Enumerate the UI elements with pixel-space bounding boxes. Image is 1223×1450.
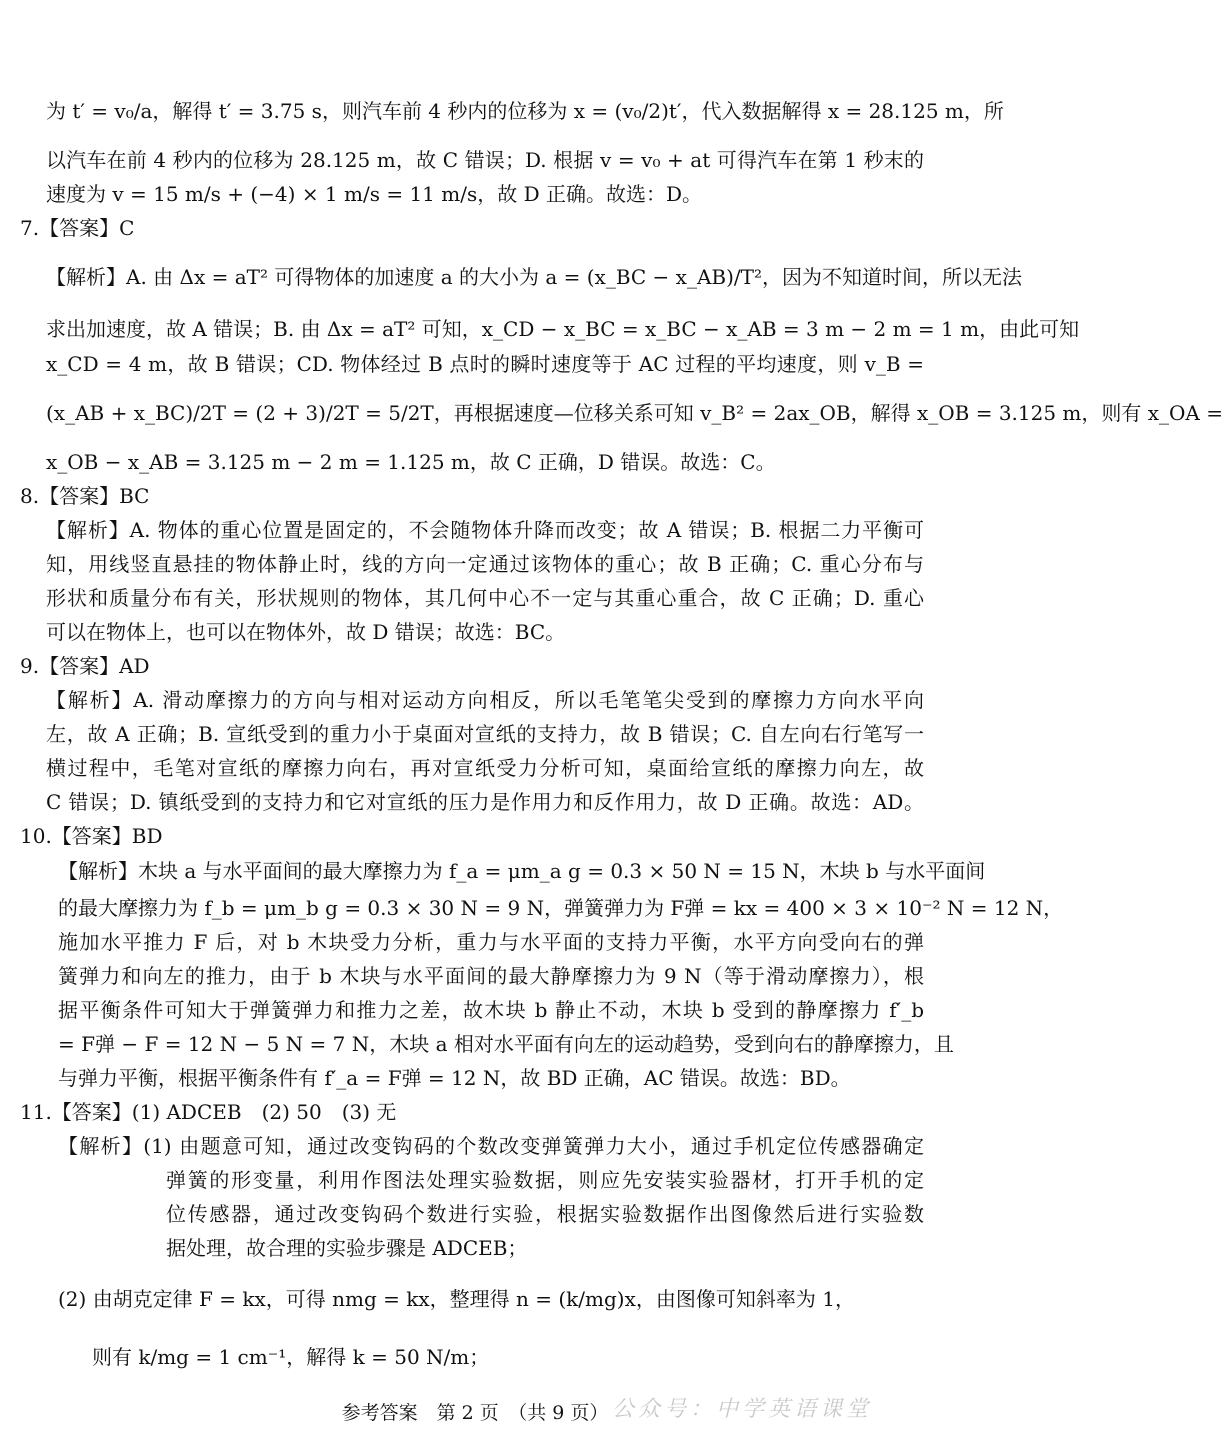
text-line: 据处理，故合理的实验步骤是 ADCEB； xyxy=(166,1236,528,1260)
text-line: C 错误；D. 镇纸受到的支持力和它对宣纸的压力是作用力和反作用力，故 D 正确。故选：AD。 xyxy=(46,790,924,814)
text-line: (x_AB + x_BC)/2T = (2 + 3)/2T = 5/2T，再根据速度—位移关系可知 v_B² = 2ax_OB，解得 x_OB = 3.125 m，则有 x_OA = xyxy=(46,401,1223,425)
text-line: 速度为 v = 15 m/s + (−4) × 1 m/s = 11 m/s，故 D 正确。故选：D。 xyxy=(46,182,703,206)
text-line: 施加水平推力 F 后，对 b 木块受力分析，重力与水平面的支持力平衡，水平方向受向右的弹 xyxy=(58,930,924,954)
text-line: 以汽车在前 4 秒内的位移为 28.125 m，故 C 错误；D. 根据 v = v₀ + at 可得汽车在第 1 秒末的 xyxy=(46,148,924,172)
text-line: = F弹 − F = 12 N − 5 N = 7 N，木块 a 相对水平面有向左的运动趋势，受到向右的静摩擦力，且 xyxy=(58,1032,954,1056)
text-line: 弹簧的形变量，利用作图法处理实验数据，则应先安装实验器材，打开手机的定 xyxy=(166,1168,924,1192)
text-line: 知，用线竖直悬挂的物体静止时，线的方向一定通过该物体的重心；故 B 正确；C. 重心分布与 xyxy=(46,552,924,576)
text-line: 【解析】木块 a 与水平面间的最大摩擦力为 f_a = μm_a g = 0.3 × 50 N = 15 N，木块 b 与水平面间 xyxy=(58,859,986,883)
text-line: 与弹力平衡，根据平衡条件有 f′_a = F弹 = 12 N，故 BD 正确，AC 错误。故选：BD。 xyxy=(58,1066,851,1090)
text-line: 簧弹力和向左的推力，由于 b 木块与水平面间的最大静摩擦力为 9 N（等于滑动摩擦力），根 xyxy=(58,964,924,988)
text-line: 左，故 A 正确；B. 宣纸受到的重力小于桌面对宣纸的支持力，故 B 错误；C. 自左向右行笔写一 xyxy=(46,722,924,746)
question-7-answer: 7.【答案】C xyxy=(20,216,135,240)
text-line: x_OB − x_AB = 3.125 m − 2 m = 1.125 m，故 C 正确，D 错误。故选：C。 xyxy=(46,450,776,474)
text-line: 位传感器，通过改变钩码个数进行实验，根据实验数据作出图像然后进行实验数 xyxy=(166,1202,924,1226)
question-10-answer: 10.【答案】BD xyxy=(20,824,163,848)
text-line: 【解析】A. 物体的重心位置是固定的，不会随物体升降而改变；故 A 错误；B. 根据二力平衡可 xyxy=(46,518,924,542)
watermark-text: 公众号：中学英语课堂 xyxy=(612,1397,873,1422)
text-line: 横过程中，毛笔对宣纸的摩擦力向右，再对宣纸受力分析可知，桌面给宣纸的摩擦力向左，故 xyxy=(46,756,924,780)
text-line: x_CD = 4 m，故 B 错误；CD. 物体经过 B 点时的瞬时速度等于 AC 过程的平均速度，则 v_B = xyxy=(46,352,924,376)
question-9-answer: 9.【答案】AD xyxy=(20,654,150,678)
text-line: 据平衡条件可知大于弹簧弹力和推力之差，故木块 b 静止不动，木块 b 受到的静摩擦力 f′_b xyxy=(58,998,924,1022)
text-line: 【解析】(1) 由题意可知，通过改变钩码的个数改变弹簧弹力大小，通过手机定位传感器确定 xyxy=(58,1134,924,1158)
question-11-answer: 11.【答案】(1) ADCEB (2) 50 (3) 无 xyxy=(20,1100,397,1124)
text-line: 则有 k/mg = 1 cm⁻¹，解得 k = 50 N/m； xyxy=(92,1345,490,1369)
text-line: 【解析】A. 由 Δx = aT² 可得物体的加速度 a 的大小为 a = (x_BC − x_AB)/T²，因为不知道时间，所以无法 xyxy=(46,265,1022,289)
text-line: 可以在物体上，也可以在物体外，故 D 错误；故选：BC。 xyxy=(46,620,566,644)
text-line: 求出加速度，故 A 错误；B. 由 Δx = aT² 可知，x_CD − x_BC = x_BC − x_AB = 3 m − 2 m = 1 m，由此可知 xyxy=(46,317,1080,341)
text-line: 【解析】A. 滑动摩擦力的方向与相对运动方向相反，所以毛笔笔尖受到的摩擦力方向水平向 xyxy=(46,688,924,712)
text-line: 为 t′ = v₀/a，解得 t′ = 3.75 s，则汽车前 4 秒内的位移为 x = (v₀/2)t′，代入数据解得 x = 28.125 m，所 xyxy=(46,99,1004,123)
page-footer: 参考答案 第 2 页 （共 9 页） xyxy=(341,1402,609,1424)
text-line: 的最大摩擦力为 f_b = μm_b g = 0.3 × 30 N = 9 N，弹簧弹力为 F弹 = kx = 400 × 3 × 10⁻² N = 12 N， xyxy=(58,896,1064,920)
text-line: (2) 由胡克定律 F = kx，可得 nmg = kx，整理得 n = (k/mg)x，由图像可知斜率为 1， xyxy=(58,1287,855,1311)
text-line: 形状和质量分布有关，形状规则的物体，其几何中心不一定与其重心重合，故 C 正确；D. 重心 xyxy=(46,586,924,610)
question-8-answer: 8.【答案】BC xyxy=(20,484,150,508)
